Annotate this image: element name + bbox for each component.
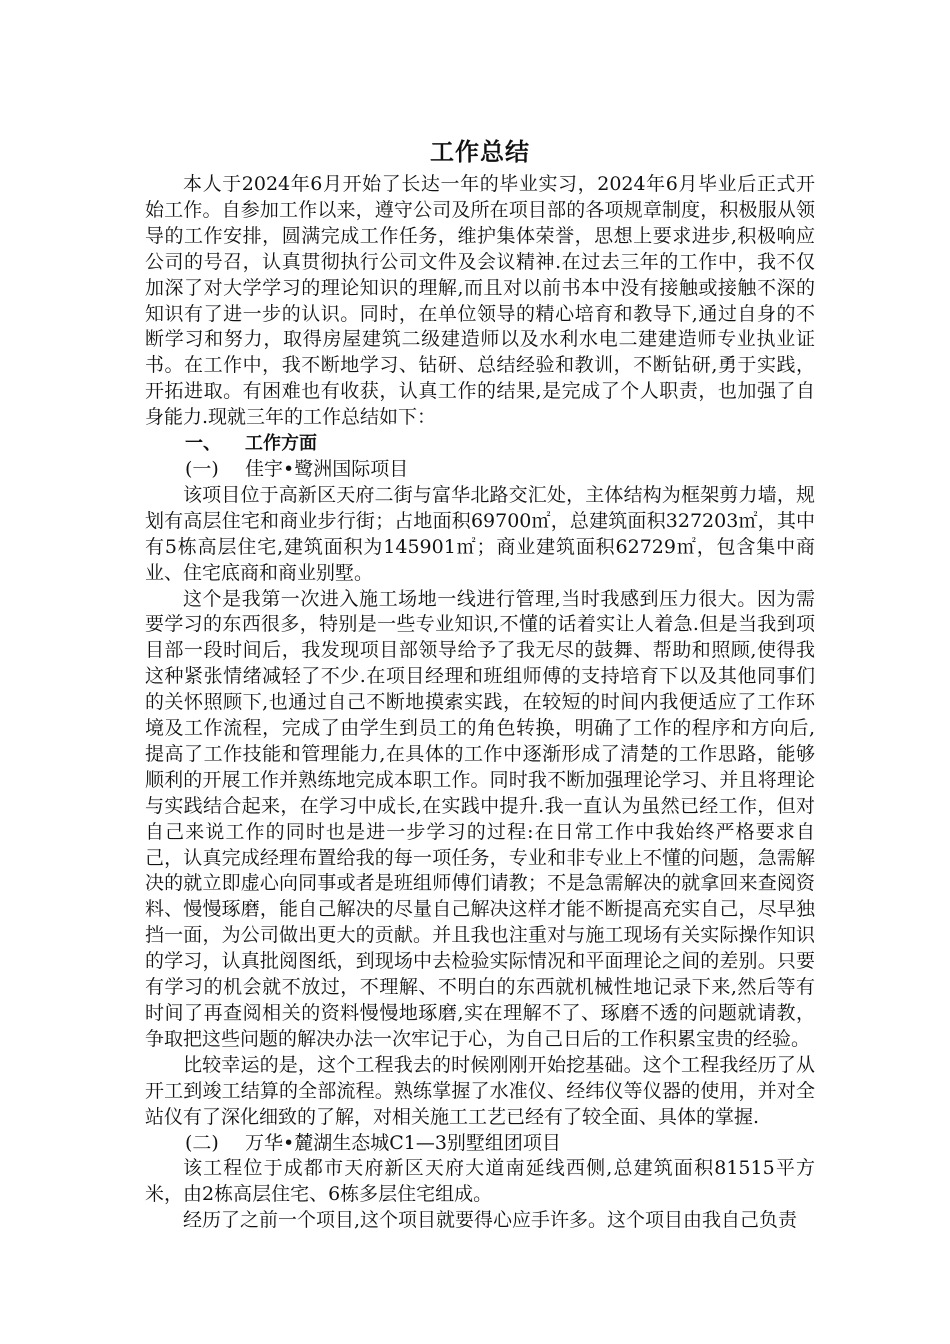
section-number: 一、 [185,433,221,455]
section-heading-work [145,431,815,457]
project-title: 万华•麓湖生态城C1—3别墅组团项目 [245,1131,561,1154]
section-title: 工作方面 [245,433,317,455]
project1-paragraph-1: 该项目位于高新区天府二街与富华北路交汇处，主体结构为框架剪力墙，规划有高层住宅和商业步行街；占地面积69700㎡，总建筑面积327203㎡，其中有5栋高层住宅,建筑面积为145901㎡；商业建筑面积62729㎡，包含集中商业、住宅底商和商业别墅。 [145,483,815,584]
document-title: 工作总结 [430,138,530,166]
document-body [145,136,815,1234]
project-title: 佳宇•鹭洲国际项目 [245,457,409,480]
project-heading-1 [145,457,815,483]
project-number: (二) [185,1131,219,1154]
project2-paragraph-2: 经历了之前一个项目,这个项目就要得心应手许多。这个项目由我自己负责 [183,1209,798,1232]
project-number: (一) [185,457,219,480]
project1-paragraph-3: 比较幸运的是，这个工程我去的时候刚刚开始挖基础。这个工程我经历了从开工到竣工结算的全部流程。熟练掌握了水准仪、经纬仪等仪器的使用，并对全站仪有了深化细致的了解，对相关施工工艺已经有了较全面、具体的掌握. [145,1053,815,1128]
project1-paragraph-2: 这个是我第一次进入施工场地一线进行管理,当时我感到压力很大。因为需要学习的东西很多，特别是一些专业知识,不懂的话着实让人着急.但是当我到项目部一段时间后，我发现项目部领导给予了我无尽的鼓舞、帮助和照顾,使得我这种紧张情绪减轻了不少.在项目经理和班组师傅的支持培育下以及其他同事们的关怀照顾下,也通过自己不断地摸索实践，在较短的时间内我便适应了工作环境及工作流程，完成了由学生到员工的角色转换，明确了工作的程序和方向后,提高了工作技能和管理能力,在具体的工作中逐渐形成了清楚的工作思路，能够顺利的开展工作并熟练地完成本职工作。同时我不断加强理论学习、并且将理论与实践结合起来，在学习中成长,在实践中提升.我一直认为虽然已经工作，但对自己来说工作的同时也是进一步学习的过程:在日常工作中我始终严格要求自己，认真完成经理布置给我的每一项任务，专业和非专业上不懂的问题，急需解决的就立即虚心向同事或者是班组师傅们请教；不是急需解决的就拿回来查阅资料、慢慢琢磨，能自己解决的尽量自己解决这样才能不断提高充实自己，尽早独挡一面，为公司做出更大的贡献。并且我也注重对与施工现场有关实际操作知识的学习，认真批阅图纸，到现场中去检验实际情况和平面理论之间的差别。只要有学习的机会就不放过，不理解、不明白的东西就机械性地记录下来,然后等有时间了再查阅相关的资料慢慢地琢磨,实在理解不了、琢磨不透的问题就请教，争取把这些问题的解决办法一次牢记于心，为自己日后的工作积累宝贵的经验。 [145,587,815,1050]
project2-paragraph-1: 该工程位于成都市天府新区天府大道南延线西侧,总建筑面积81515平方米，由2栋高层住宅、6栋多层住宅组成。 [145,1157,815,1206]
intro-paragraph: 本人于2024年6月开始了长达一年的毕业实习，2024年6月毕业后正式开始工作。自参加工作以来，遵守公司及所在项目部的各项规章制度，积极服从领导的工作安排，圆满完成工作任务，维护集体荣誉，思想上要求进步,积极响应公司的号召，认真贯彻执行公司文件及会议精神.在过去三年的工作中，我不仅加深了对大学学习的理论知识的理解,而且对以前书本中没有接触或接触不深的知识有了进一步的认识。同时，在单位领导的精心培育和教导下,通过自身的不断学习和努力，取得房屋建筑二级建造师以及水利水电二建建造师专业执业证书。在工作中，我不断地学习、钻研、总结经验和教训，不断钻研,勇于实践，开拓进取。有困难也有收获，认真工作的结果,是完成了个人职责，也加强了自身能力.现就三年的工作总结如下： [145,173,815,429]
project-heading-2 [145,1131,815,1157]
